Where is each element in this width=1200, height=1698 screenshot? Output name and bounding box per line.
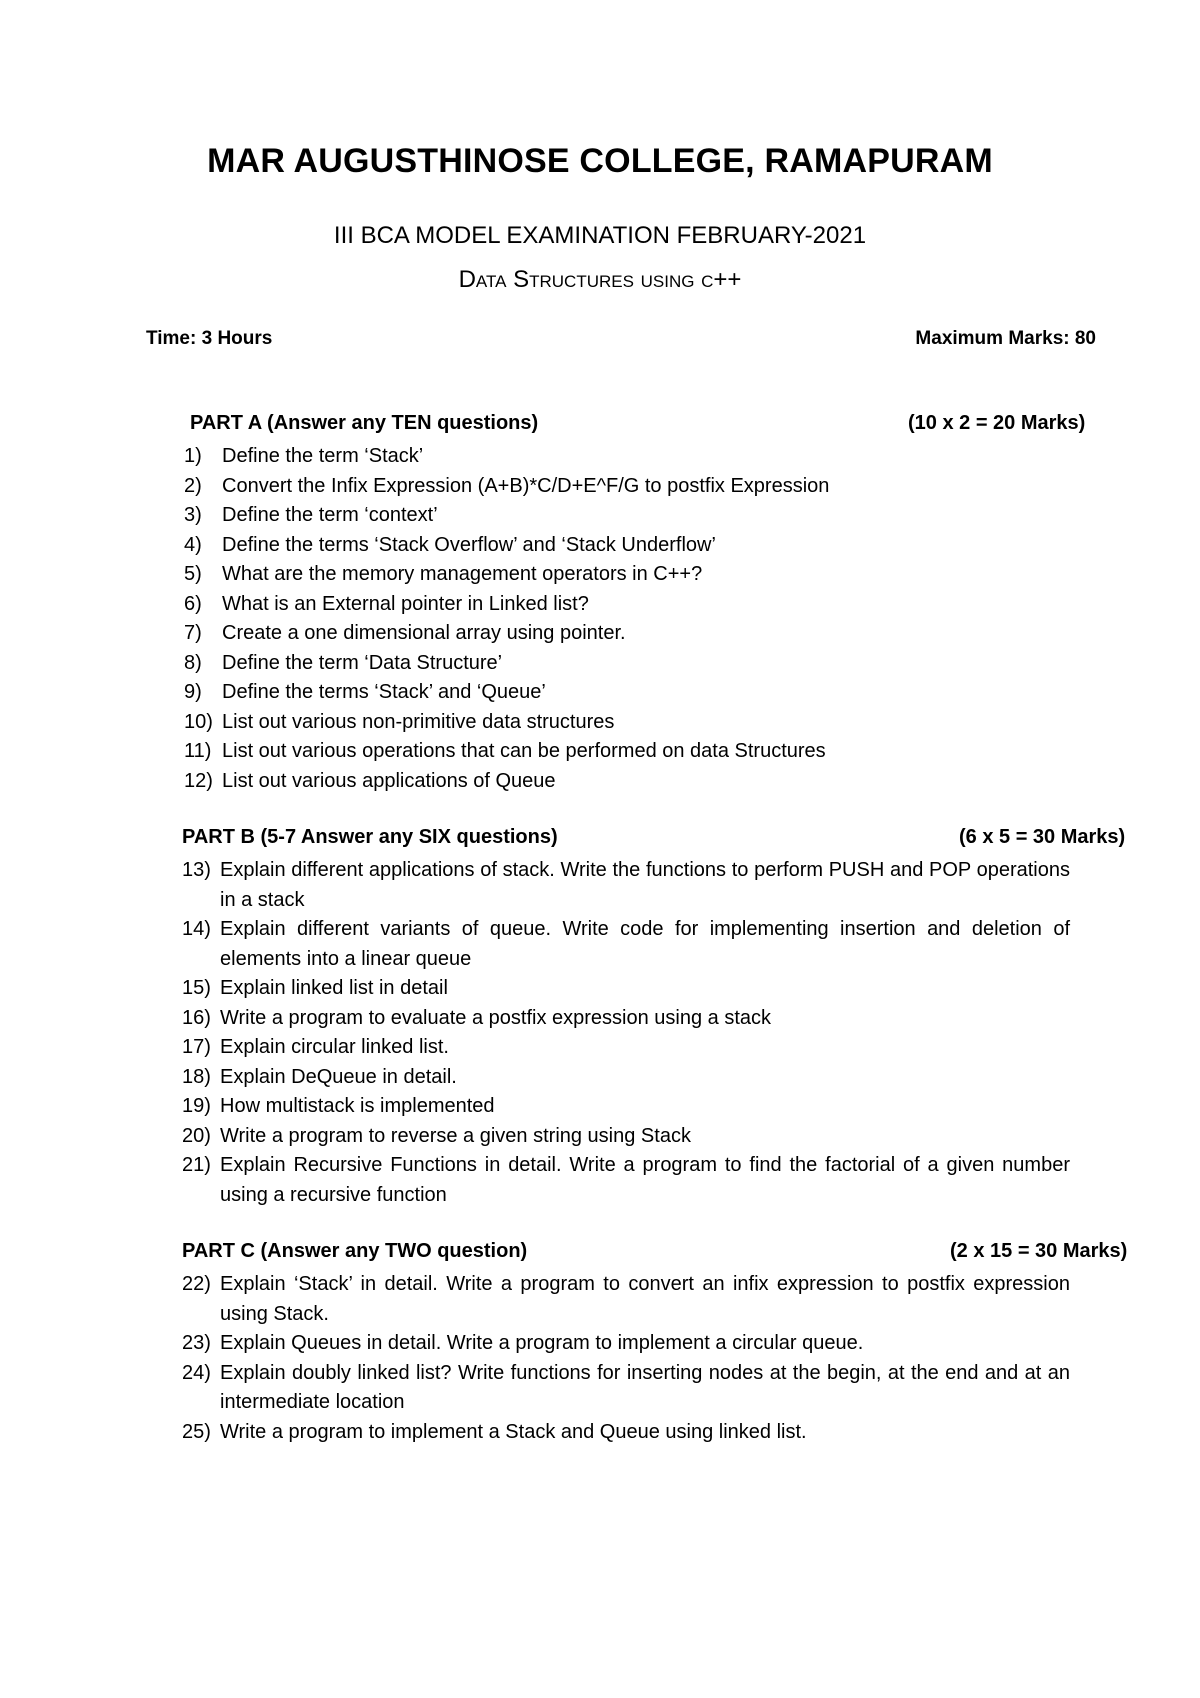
question-item [182, 1359, 1142, 1418]
exam-meta [146, 328, 1096, 350]
question-text: Define the terms ‘Stack’ and ‘Queue’ [222, 681, 546, 703]
question-text: List out various operations that can be performed on data Structures [222, 740, 826, 762]
question-item [182, 1418, 1142, 1448]
question-number: 23) [182, 1332, 211, 1354]
question-number: 8) [184, 651, 202, 674]
time-label: Time: 3 Hours [146, 328, 273, 349]
question-text: Explain Recursive Functions in detail. Write a program to find the factorial of a given number using a recursive function [220, 1154, 1070, 1206]
question-item [182, 1004, 1142, 1034]
question-text: List out various applications of Queue [222, 769, 556, 792]
question-item [184, 737, 1084, 767]
question-item [184, 472, 1084, 502]
question-number: 12) [184, 769, 213, 792]
part-c-section [182, 1240, 1142, 1447]
question-text: Explain different applications of stack. Write the functions to perform PUSH and POP operations in a stack [220, 859, 1070, 911]
part-a-header [190, 412, 1150, 442]
part-a-title: PART A (Answer any TEN questions) [190, 412, 539, 434]
max-marks-label: Maximum Marks: 80 [915, 328, 1096, 349]
question-number: 1) [184, 445, 202, 467]
question-item [184, 767, 1084, 797]
question-number: 20) [182, 1124, 211, 1147]
question-number: 5) [184, 563, 202, 585]
question-number: 3) [184, 504, 202, 526]
question-number: 18) [182, 1065, 211, 1088]
question-item [182, 1092, 1142, 1122]
exam-title: III BCA MODEL EXAMINATION FEBRUARY-2021 [333, 222, 867, 249]
part-b-header [182, 826, 1142, 856]
question-text: Convert the Infix Expression (A+B)*C/D+E^F/G to postfix Expression [222, 474, 830, 497]
question-item [182, 1122, 1142, 1152]
question-number: 4) [184, 533, 202, 556]
question-text: Write a program to implement a Stack and Queue using linked list. [220, 1420, 807, 1443]
question-item [184, 560, 1084, 590]
question-item [184, 708, 1084, 738]
question-item [182, 1063, 1142, 1093]
subject-title: Data Structures using c++ [458, 266, 742, 293]
question-number: 15) [182, 977, 211, 999]
question-item [184, 678, 1084, 708]
question-text: Write a program to reverse a given string using Stack [220, 1124, 691, 1147]
question-item [184, 619, 1084, 649]
part-a-marks: (10 x 2 = 20 Marks) [908, 412, 1086, 434]
question-number: 6) [184, 592, 202, 615]
question-item [184, 590, 1084, 620]
question-number: 21) [182, 1154, 211, 1176]
question-item [184, 531, 1084, 561]
question-text: Explain ‘Stack’ in detail. Write a program to convert an infix expression to postfix expression using Stack. [220, 1273, 1070, 1325]
question-number: 22) [182, 1273, 211, 1295]
question-number: 24) [182, 1361, 211, 1384]
question-text: Define the term ‘Data Structure’ [222, 651, 503, 674]
question-text: Explain doubly linked list? Write functions for inserting nodes at the begin, at the end and at an intermediate location [220, 1361, 1070, 1413]
question-number: 19) [182, 1095, 211, 1117]
question-text: Create a one dimensional array using pointer. [222, 622, 626, 644]
question-text: Define the term ‘Stack’ [222, 445, 424, 467]
question-text: Explain DeQueue in detail. [220, 1065, 457, 1088]
question-text: Define the term ‘context’ [222, 504, 438, 526]
question-item [182, 856, 1142, 915]
part-b-title: PART B (5-7 Answer any SIX questions) [182, 826, 558, 848]
part-b-marks: (6 x 5 = 30 Marks) [959, 826, 1126, 848]
part-a-questions [184, 442, 1150, 796]
part-c-header [182, 1240, 1142, 1270]
question-text: Explain circular linked list. [220, 1036, 449, 1058]
question-item [182, 1033, 1142, 1063]
college-name: MAR AUGUSTHINOSE COLLEGE, RAMAPURAM [207, 142, 993, 180]
question-text: Explain different variants of queue. Write code for implementing insertion and deletion of elements into a linear queue [220, 918, 1070, 970]
question-item [182, 974, 1142, 1004]
question-number: 16) [182, 1006, 211, 1029]
question-number: 17) [182, 1036, 211, 1058]
part-c-questions [182, 1270, 1142, 1447]
question-item [182, 915, 1142, 974]
question-number: 2) [184, 474, 202, 497]
question-item [182, 1151, 1142, 1210]
part-a-section [184, 412, 1150, 796]
part-b-section [182, 826, 1142, 1210]
question-text: How multistack is implemented [220, 1095, 495, 1117]
part-c-title: PART C (Answer any TWO question) [182, 1240, 528, 1262]
question-number: 11) [184, 740, 212, 762]
question-number: 9) [184, 681, 202, 703]
question-item [182, 1329, 1142, 1359]
question-text: Define the terms ‘Stack Overflow’ and ‘Stack Underflow’ [222, 533, 716, 556]
part-c-marks: (2 x 15 = 30 Marks) [950, 1240, 1128, 1262]
question-item [184, 649, 1084, 679]
question-number: 10) [184, 710, 213, 733]
question-number: 13) [182, 859, 211, 881]
question-item [184, 442, 1084, 472]
question-item [184, 501, 1084, 531]
question-text: Explain linked list in detail [220, 977, 448, 999]
question-item [182, 1270, 1142, 1329]
question-text: List out various non-primitive data structures [222, 710, 615, 733]
question-text: Explain Queues in detail. Write a program to implement a circular queue. [220, 1332, 864, 1354]
question-text: What are the memory management operators in C++? [222, 563, 703, 585]
part-b-questions [182, 856, 1142, 1210]
question-text: What is an External pointer in Linked list? [222, 592, 589, 615]
question-number: 7) [184, 622, 202, 644]
question-number: 14) [182, 918, 211, 940]
question-text: Write a program to evaluate a postfix expression using a stack [220, 1006, 772, 1029]
question-number: 25) [182, 1420, 211, 1443]
